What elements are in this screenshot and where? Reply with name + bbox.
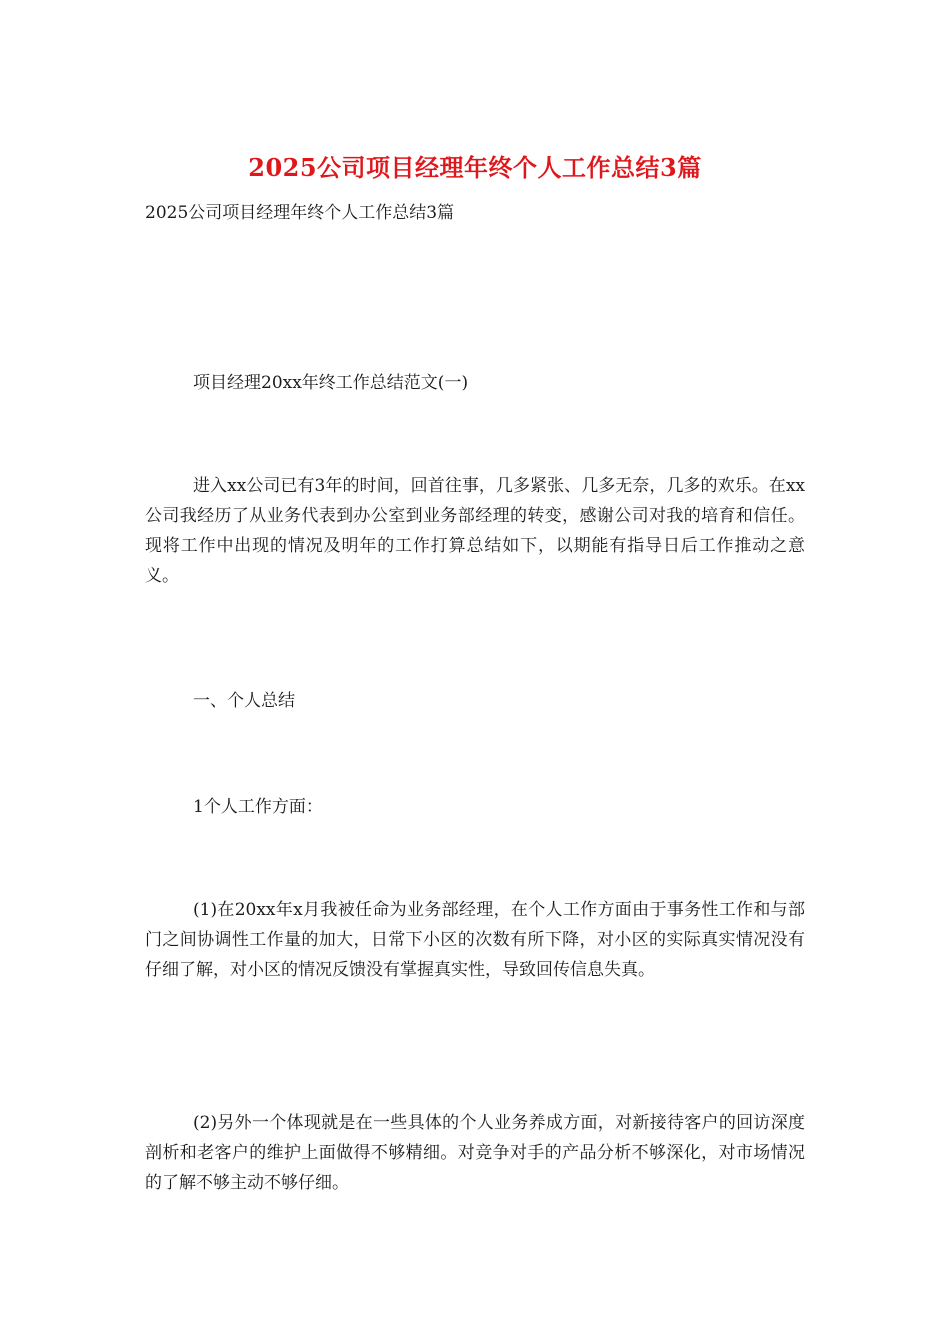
point-2-text: (2)另外一个体现就是在一些具体的个人业务养成方面，对新接待客户的回访深度剖析和老客户的维护上面做得不够精细。对竞争对手的产品分析不够深化，对市场情况的了解不够主动不够仔细。 xyxy=(145,1113,805,1193)
heading-personal-summary-text: 一、个人总结 xyxy=(193,691,295,711)
section-title xyxy=(145,368,805,398)
heading-personal-work-text: 1个人工作方面： xyxy=(193,797,323,817)
point-1-text: (1)在20xx年x月我被任命为业务部经理，在个人工作方面由于事务性工作和与部门之间协调性工作量的加大，日常下小区的次数有所下降，对小区的实际真实情况没有仔细了解，对小区的情况反馈没有掌握真实性，导致回传信息失真。 xyxy=(145,900,805,980)
heading-personal-work xyxy=(145,792,805,822)
point-1-paragraph xyxy=(145,895,805,985)
document-subtitle: 2025公司项目经理年终个人工作总结3篇 xyxy=(145,203,455,223)
point-2-paragraph xyxy=(145,1108,805,1198)
intro-paragraph xyxy=(145,471,805,591)
intro-text: 进入xx公司已有3年的时间，回首往事，几多紧张、几多无奈，几多的欢乐。在xx公司我经历了从业务代表到办公室到业务部经理的转变，感谢公司对我的培育和信任。现将工作中出现的情况及明年的工作打算总结如下，以期能有指导日后工作推动之意义。 xyxy=(145,476,805,586)
document-title: 2025公司项目经理年终个人工作总结3篇 xyxy=(248,153,702,182)
section-title-text: 项目经理20xx年终工作总结范文(一) xyxy=(193,373,469,393)
heading-personal-summary xyxy=(145,686,805,716)
